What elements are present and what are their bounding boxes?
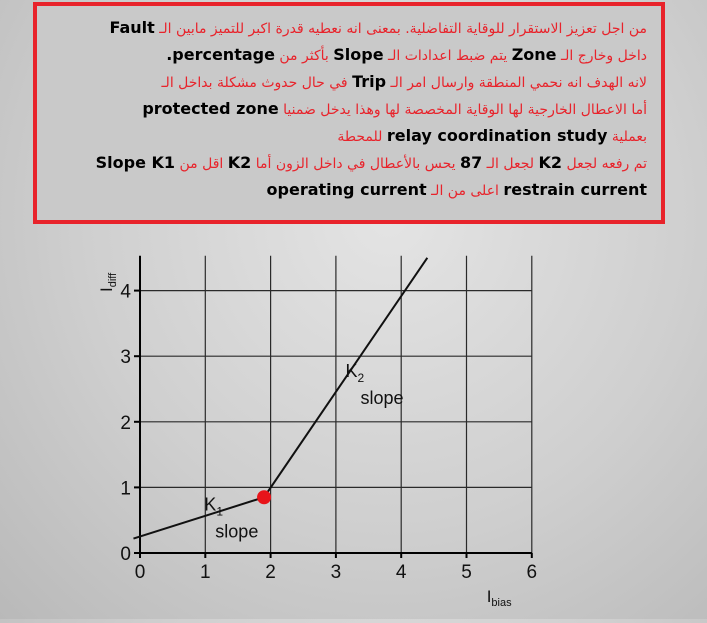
note-text: بأكثر من [274,48,334,64]
y-tick-label: 1 [120,478,131,500]
note-text: من اجل تعزيز الاستقرار للوقاية التفاضلية. بمعنى انه نعطيه قدرة اكبر للتميز مابين الـ [154,21,647,37]
x-tick-label: 4 [395,562,407,583]
x-tick-label: 5 [461,562,472,583]
note-line-5 [51,122,647,149]
slope-label-k1: $K_1$ [204,494,224,519]
note-text: اعلى من الـ [426,183,504,199]
slope-label-subscript: 2 [357,371,365,386]
y-tick-label: 3 [120,347,131,369]
y-tick-label: 2 [120,412,131,434]
chart-grid [140,256,532,553]
note-term: Trip [352,72,387,91]
knee-point-marker [257,490,271,504]
note-line-6 [51,149,647,176]
note-text: لجعل الـ [251,156,535,172]
note-line-7 [51,176,647,203]
note-text: أما الاعطال الخارجية لها الوقاية المخصصة لها وهذا يدخل ضمنيا [278,102,647,118]
note-term: percentage. [166,45,275,64]
note-term: K2 [538,153,563,172]
note-text: للمحطة [337,129,387,145]
note-text: في حال حدوث مشكلة بداخل الـ [161,75,353,91]
y-tick-label: 0 [120,544,131,565]
note-term: relay coordination study [386,126,608,145]
slope-label-word: slope [360,388,404,409]
note-line-1 [51,14,647,41]
explanation-note-box [33,2,665,224]
note-term: Slope [333,45,384,64]
note-text: اقل من [175,156,228,172]
note-text: تم رفعه لجعل [562,156,647,172]
note-text: داخل وخارج الـ [556,48,647,64]
note-term: Slope K1 [95,153,176,172]
note-term: 87 [459,153,483,172]
note-text: بعملية [607,129,647,145]
chart-svg [0,240,707,619]
x-axis-label: $I_{bias}$ [486,587,512,609]
note-text: لانه الهدف انه نحمي المنطقة وارسال امر الـ [386,75,647,91]
note-term: Zone [511,45,557,64]
y-axis-label: $I_{diff}$ [97,272,119,292]
differential-characteristic-chart [0,240,707,619]
note-text: يحس بالأعطال في داخل الزون أما [255,156,539,172]
note-term: restrain current [503,180,647,199]
slope-label-subscript: 1 [216,504,224,519]
note-term: operating current [266,180,427,199]
y-tick-label: 4 [120,281,131,303]
x-tick-label: 1 [200,562,211,583]
x-tick-label: 3 [330,562,342,583]
note-term: Fault [109,18,155,37]
note-line-2 [51,41,647,68]
chart-tick-labels [97,272,537,609]
note-line-3 [51,68,647,95]
note-term: K2 [227,153,252,172]
x-tick-label: 6 [526,562,538,583]
x-tick-label: 2 [265,562,276,583]
note-text: يتم ضبط اعدادات الـ [383,48,512,64]
chart-annotations [204,361,403,541]
chart-axes [134,256,532,558]
x-tick-label: 0 [134,562,146,583]
y-axis-label-subscript: diff [107,272,119,288]
note-term: protected zone [142,99,279,118]
note-line-4 [51,95,647,122]
x-axis-label-subscript: bias [491,597,512,609]
slope-label-word: slope [215,521,259,542]
slope-label-k2: $K_2$ [345,361,365,386]
